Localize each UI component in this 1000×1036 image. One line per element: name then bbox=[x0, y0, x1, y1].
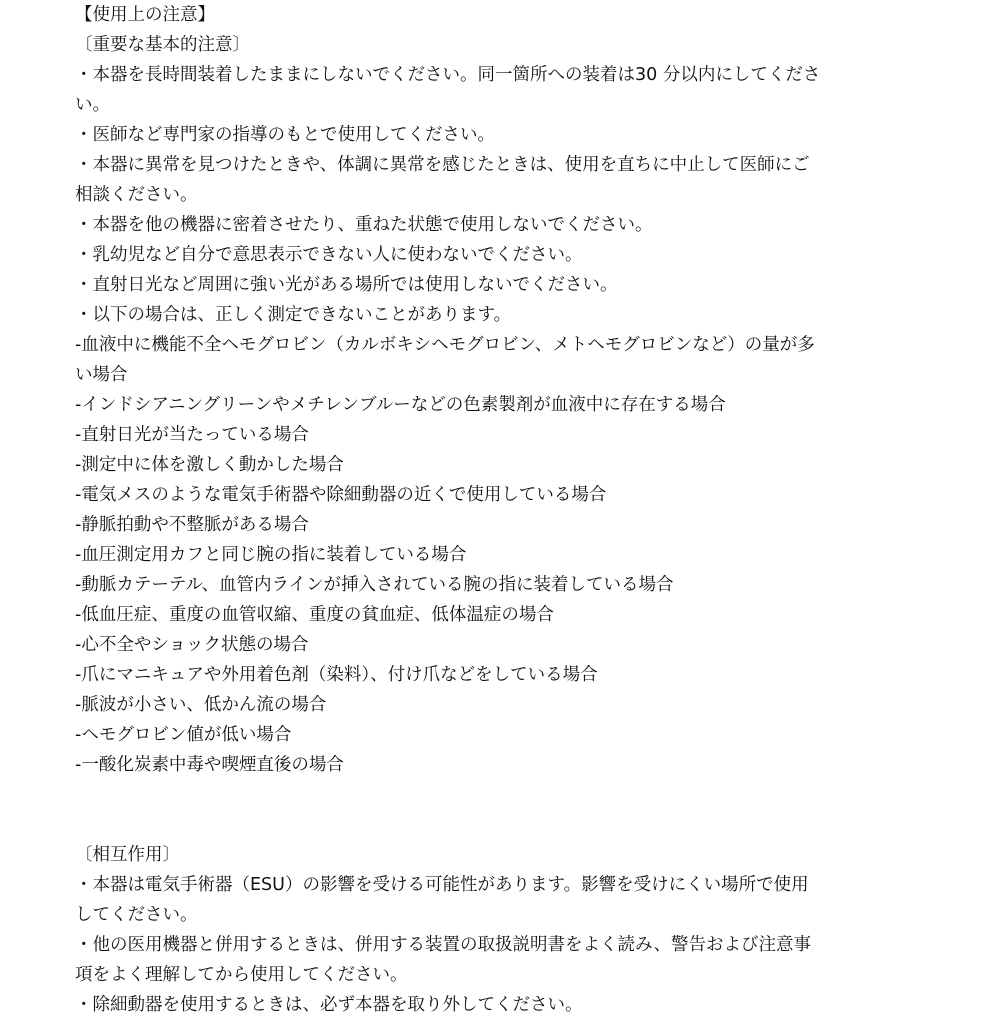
list-item bbox=[75, 120, 940, 150]
list-item-text: ・本器を長時間装着したままにしないでください。同一箇所への装着は30 分以内にしてくださ bbox=[75, 65, 821, 85]
list-item bbox=[75, 240, 940, 270]
list-item bbox=[75, 270, 940, 300]
list-item-text: -動脈カテーテル、血管内ラインが挿入されている腕の指に装着している場合 bbox=[75, 575, 674, 595]
list-item-continuation: してください。 bbox=[75, 905, 198, 925]
list-item bbox=[75, 210, 940, 240]
list-item bbox=[75, 750, 940, 780]
list-item-text: ・除細動器を使用するときは、必ず本器を取り外してください。 bbox=[75, 995, 583, 1015]
list-item-text: -低血圧症、重度の血管収縮、重度の貧血症、低体温症の場合 bbox=[75, 605, 554, 625]
list-item-text: ・乳幼児など自分で意思表示できない人に使わないでください。 bbox=[75, 245, 583, 265]
list-item-text: -インドシアニングリーンやメチレンブルーなどの色素製剤が血液中に存在する場合 bbox=[75, 395, 726, 415]
list-item-text: -脈波が小さい、低かん流の場合 bbox=[75, 695, 327, 715]
list-item-text: ・本器は電気手術器（ESU）の影響を受ける可能性があります。影響を受けにくい場所で使用 bbox=[75, 875, 809, 895]
list-item bbox=[75, 870, 940, 930]
list-item-text: -ヘモグロビン値が低い場合 bbox=[75, 725, 292, 745]
list-item bbox=[75, 630, 940, 660]
list-item-text: ・以下の場合は、正しく測定できないことがあります。 bbox=[75, 305, 512, 325]
list-item-continuation: 相談ください。 bbox=[75, 185, 198, 205]
list-item-text: -心不全やショック状態の場合 bbox=[75, 635, 309, 655]
list-item bbox=[75, 480, 940, 510]
section-gap bbox=[75, 780, 940, 840]
list-item bbox=[75, 570, 940, 600]
list-item-text: ・医師など専門家の指導のもとで使用してください。 bbox=[75, 125, 495, 145]
list-item-continuation: い。 bbox=[75, 95, 110, 115]
list-item bbox=[75, 510, 940, 540]
list-item bbox=[75, 420, 940, 450]
list-item bbox=[75, 930, 940, 990]
list-item bbox=[75, 540, 940, 570]
list-item bbox=[75, 720, 940, 750]
list-item-text: -血液中に機能不全ヘモグロビン（カルボキシヘモグロビン、メトヘモグロビンなど）の量が多 bbox=[75, 335, 815, 355]
list-item bbox=[75, 330, 940, 390]
list-item-text: ・本器を他の機器に密着させたり、重ねた状態で使用しないでください。 bbox=[75, 215, 653, 235]
list-item bbox=[75, 690, 940, 720]
important-precautions-list bbox=[75, 60, 940, 780]
list-item bbox=[75, 390, 940, 420]
interaction-list bbox=[75, 870, 940, 1020]
list-item-text: ・本器に異常を見つけたときや、体調に異常を感じたときは、使用を直ちに中止して医師にご bbox=[75, 155, 810, 175]
list-item-text: ・直射日光など周囲に強い光がある場所では使用しないでください。 bbox=[75, 275, 618, 295]
list-item bbox=[75, 300, 940, 330]
list-item-text: -爪にマニキュアや外用着色剤（染料）、付け爪などをしている場合 bbox=[75, 665, 598, 685]
list-item-text: ・他の医用機器と併用するときは、併用する装置の取扱説明書をよく読み、警告および注意事 bbox=[75, 935, 812, 955]
list-item-continuation: い場合 bbox=[75, 365, 128, 385]
list-item bbox=[75, 660, 940, 690]
list-item-text: -血圧測定用カフと同じ腕の指に装着している場合 bbox=[75, 545, 467, 565]
interaction-title: 〔相互作用〕 bbox=[75, 845, 180, 865]
list-item-text: -電気メスのような電気手術器や除細動器の近くで使用している場合 bbox=[75, 485, 607, 505]
list-item bbox=[75, 450, 940, 480]
list-item bbox=[75, 150, 940, 210]
list-item bbox=[75, 990, 940, 1020]
list-item bbox=[75, 60, 940, 120]
section-title: 【使用上の注意】 bbox=[75, 5, 215, 25]
list-item-text: -直射日光が当たっている場合 bbox=[75, 425, 309, 445]
list-item-text: -測定中に体を激しく動かした場合 bbox=[75, 455, 344, 475]
list-item-text: -一酸化炭素中毒や喫煙直後の場合 bbox=[75, 755, 344, 775]
list-item-text: -静脈拍動や不整脈がある場合 bbox=[75, 515, 309, 535]
important-precautions-title: 〔重要な基本的注意〕 bbox=[75, 35, 250, 55]
list-item-continuation: 項をよく理解してから使用してください。 bbox=[75, 965, 408, 985]
list-item bbox=[75, 600, 940, 630]
